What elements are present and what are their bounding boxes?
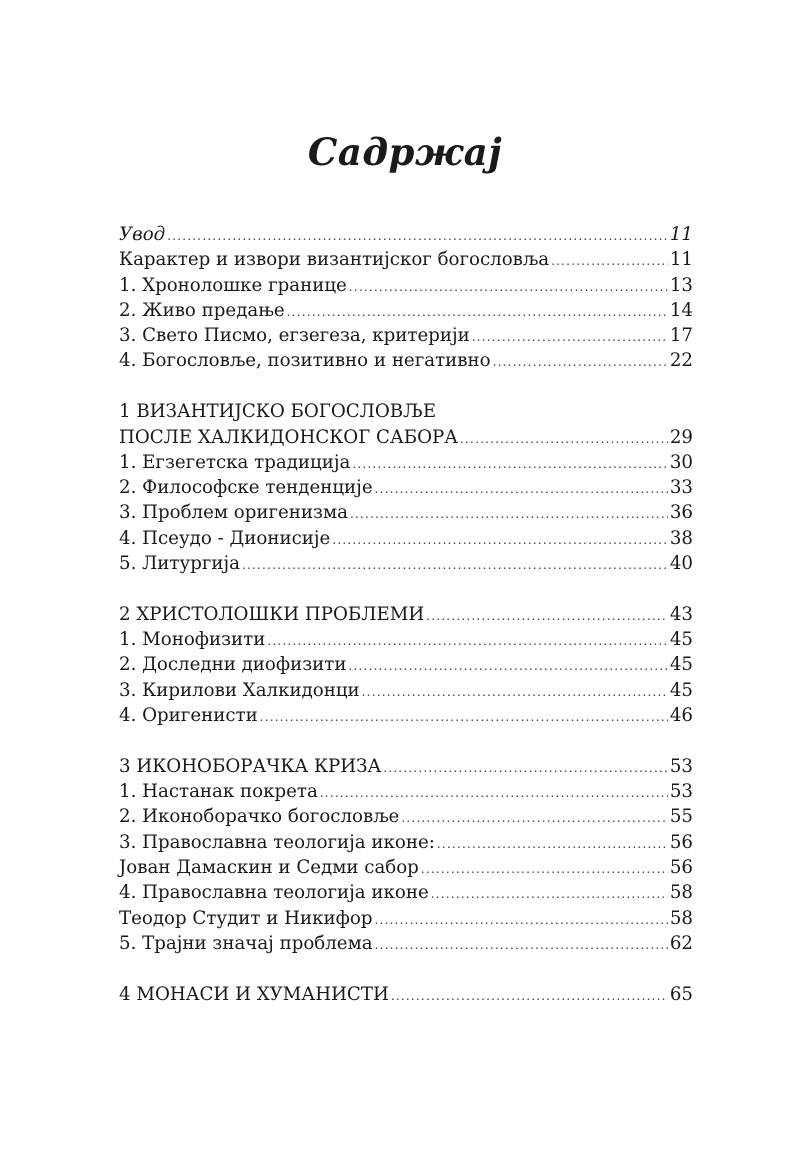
toc-section <box>119 399 693 576</box>
toc-entry[interactable] <box>119 399 693 424</box>
toc-entry[interactable] <box>119 475 693 500</box>
toc-entry-label: 4. Богословље, позитивно и негативно <box>119 350 491 372</box>
toc-section <box>119 982 693 1007</box>
toc-entry[interactable] <box>119 348 693 373</box>
toc-entry-label: 1. Настанак покрета <box>119 781 318 803</box>
toc-page-number: 58 <box>669 907 693 929</box>
toc-page-number: 29 <box>669 426 693 448</box>
toc-dot-leader <box>551 249 668 274</box>
toc-entry-label: 1 ВИЗАНТИЈСКО БОГОСЛОВЉЕ <box>119 401 437 423</box>
toc-dot-leader <box>391 984 668 1009</box>
toc-entry[interactable] <box>119 526 693 551</box>
toc-dot-leader <box>352 452 668 477</box>
toc-entry[interactable] <box>119 602 693 627</box>
toc-dot-leader <box>287 300 668 325</box>
toc-entry-label: 4 МОНАСИ И ХУМАНИСТИ <box>119 983 389 1005</box>
toc-entry-label: Карактер и извори византијског богословља <box>119 249 550 271</box>
toc-entry[interactable] <box>119 323 693 348</box>
toc-entry-label: ПОСЛЕ ХАЛКИДОНСКОГ САБОРА <box>119 426 459 448</box>
toc-entry[interactable] <box>119 982 693 1007</box>
toc-entry-label: Јован Дамаскин и Седми сабор <box>119 857 419 879</box>
toc-dot-leader <box>431 882 668 907</box>
toc-entry-label: 4. Православна теологија иконе <box>119 882 429 904</box>
toc-page-number: 22 <box>669 350 693 372</box>
toc-dot-leader <box>375 933 668 958</box>
toc-entry-label: 2. Доследни диофизити <box>119 654 347 676</box>
toc-entry[interactable] <box>119 500 693 525</box>
toc-page-number: 36 <box>669 502 693 524</box>
toc-entry-label: Увод <box>119 224 166 245</box>
toc-page-number: 62 <box>669 932 693 954</box>
toc-page-number: 38 <box>669 527 693 549</box>
toc-dot-leader <box>426 604 668 629</box>
toc-dot-leader <box>375 477 668 502</box>
toc-entry-label: 3. Свето Писмо, егзегеза, критерији <box>119 325 470 347</box>
toc-entry[interactable] <box>119 754 693 779</box>
toc-entry[interactable] <box>119 855 693 880</box>
toc-page-number: 46 <box>669 705 693 727</box>
toc-entry-label: 2. Живо предање <box>119 299 285 321</box>
toc-entry[interactable] <box>119 678 693 703</box>
toc-dot-leader <box>401 806 668 831</box>
toc-entry-label: 3 ИКОНОБОРАЧКА КРИЗА <box>119 755 382 777</box>
toc-entry[interactable] <box>119 906 693 931</box>
toc-entry-label: 5. Трајни значај проблема <box>119 932 373 954</box>
toc-entry-label: 4. Оригенисти <box>119 705 258 727</box>
toc-entry-label: 1. Монофизити <box>119 629 266 651</box>
toc-dot-leader <box>260 705 668 730</box>
toc-entry-label: 2. Иконоборачко богословље <box>119 806 400 828</box>
toc-page-number: 33 <box>669 477 693 499</box>
toc-entry[interactable] <box>119 880 693 905</box>
toc-dot-leader <box>437 832 668 857</box>
toc-entry-label: 2 ХРИСТОЛОШКИ ПРОБЛЕМИ <box>119 603 425 625</box>
toc-page-number: 65 <box>669 983 693 1005</box>
toc-entry-label: 4. Псеудо - Дионисије <box>119 527 331 549</box>
toc-dot-leader <box>242 553 668 578</box>
toc-page-number: 53 <box>669 755 693 777</box>
toc-entry-label: 5. Литургија <box>119 553 240 575</box>
toc-dot-leader <box>493 350 668 375</box>
toc-entry[interactable] <box>119 931 693 956</box>
toc-page-number: 45 <box>669 654 693 676</box>
toc-page-number: 58 <box>669 882 693 904</box>
page-title: Садржај <box>307 130 503 174</box>
toc-page-number: 53 <box>669 781 693 803</box>
toc-entry[interactable] <box>119 627 693 652</box>
toc-page-number: 56 <box>669 857 693 879</box>
toc-page-number: 13 <box>669 274 693 296</box>
toc-entry[interactable] <box>119 830 693 855</box>
toc-page-number: 17 <box>669 325 693 347</box>
toc-entry-label: 1. Хронолошке границе <box>119 274 347 296</box>
toc-entry[interactable] <box>119 652 693 677</box>
toc-dot-leader <box>332 528 668 553</box>
toc-dot-leader <box>267 629 667 654</box>
toc-entry[interactable] <box>119 222 693 247</box>
toc-dot-leader <box>460 427 668 452</box>
toc-page-number: 40 <box>669 553 693 575</box>
toc-page-number: 45 <box>669 629 693 651</box>
toc-dot-leader <box>350 502 668 527</box>
toc-page-number: 43 <box>669 603 693 625</box>
toc-dot-leader <box>348 654 667 679</box>
toc-page-number: 14 <box>669 299 693 321</box>
toc-dot-leader <box>349 275 668 300</box>
toc-entry[interactable] <box>119 298 693 323</box>
toc-page-number: 11 <box>669 249 693 271</box>
toc-dot-leader <box>167 224 668 249</box>
toc-entry-label: 1. Егзегетска традиција <box>119 451 351 473</box>
toc-dot-leader <box>472 325 668 350</box>
toc-page-number: 55 <box>669 806 693 828</box>
toc-section <box>119 754 693 956</box>
toc-dot-leader <box>421 857 668 882</box>
toc-entry-label: 3. Кирилови Халкидонци <box>119 679 360 701</box>
toc-entry-label: 3. Проблем оригенизма <box>119 502 348 524</box>
toc-entry[interactable] <box>119 450 693 475</box>
toc-page-number: 30 <box>669 451 693 473</box>
toc-dot-leader <box>383 756 668 781</box>
toc-entry-label: 3. Православна теологија иконе: <box>119 831 435 853</box>
toc-dot-leader <box>374 908 667 933</box>
toc-dot-leader <box>362 680 668 705</box>
toc-section <box>119 602 693 728</box>
toc-entry[interactable] <box>119 804 693 829</box>
toc-entry[interactable] <box>119 273 693 298</box>
toc-entry[interactable] <box>119 779 693 804</box>
toc-entry-label: 2. Философске тенденције <box>119 477 373 499</box>
toc-entry[interactable] <box>119 425 693 450</box>
table-of-contents <box>119 222 693 1033</box>
toc-section <box>119 222 693 374</box>
toc-entry[interactable] <box>119 703 693 728</box>
toc-entry[interactable] <box>119 247 693 272</box>
toc-page-number: 11 <box>669 224 693 245</box>
toc-dot-leader <box>320 781 668 806</box>
toc-entry-label: Теодор Студит и Никифор <box>119 907 373 929</box>
toc-entry[interactable] <box>119 551 693 576</box>
toc-page-number: 56 <box>669 831 693 853</box>
toc-page-number: 45 <box>669 679 693 701</box>
